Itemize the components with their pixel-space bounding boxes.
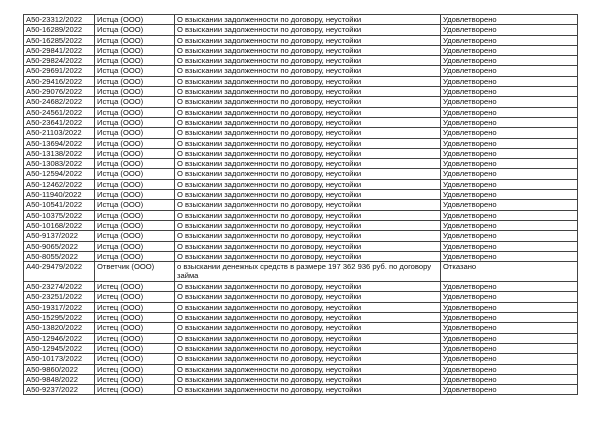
party-role-cell: Истец (ООО)	[95, 354, 175, 364]
case-number-cell: А50-9237/2022	[24, 385, 95, 395]
case-number-cell: А50-23312/2022	[24, 15, 95, 25]
table-row	[24, 117, 578, 127]
case-number-cell: А50-19317/2022	[24, 302, 95, 312]
table-row	[24, 251, 578, 261]
party-role-cell: Истец (ООО)	[95, 302, 175, 312]
party-role-cell: Истца (ООО)	[95, 179, 175, 189]
claim-subject-cell: О взыскании задолженности по договору, неустойки	[175, 179, 441, 189]
table-row	[24, 241, 578, 251]
party-role-cell: Истца (ООО)	[95, 159, 175, 169]
party-role-cell: Истец (ООО)	[95, 323, 175, 333]
party-role-cell: Истец (ООО)	[95, 374, 175, 384]
claim-subject-cell: О взыскании задолженности по договору, неустойки	[175, 35, 441, 45]
outcome-cell: Удовлетворено	[441, 107, 578, 117]
outcome-cell: Удовлетворено	[441, 179, 578, 189]
claim-subject-cell: О взыскании задолженности по договору, неустойки	[175, 302, 441, 312]
claim-subject-cell: О взыскании задолженности по договору, неустойки	[175, 159, 441, 169]
claim-subject-cell: О взыскании задолженности по договору, неустойки	[175, 292, 441, 302]
table-row	[24, 262, 578, 282]
party-role-cell: Истца (ООО)	[95, 15, 175, 25]
table-row	[24, 210, 578, 220]
case-number-cell: А50-8055/2022	[24, 251, 95, 261]
cases-table-body	[24, 15, 578, 395]
claim-subject-cell: О взыскании задолженности по договору, неустойки	[175, 76, 441, 86]
case-number-cell: А50-13820/2022	[24, 323, 95, 333]
outcome-cell: Удовлетворено	[441, 56, 578, 66]
case-number-cell: А50-12946/2022	[24, 333, 95, 343]
party-role-cell: Истца (ООО)	[95, 200, 175, 210]
outcome-cell: Удовлетворено	[441, 159, 578, 169]
table-row	[24, 385, 578, 395]
party-role-cell: Истца (ООО)	[95, 128, 175, 138]
claim-subject-cell: О взыскании задолженности по договору, неустойки	[175, 231, 441, 241]
claim-subject-cell: О взыскании задолженности по договору, неустойки	[175, 354, 441, 364]
party-role-cell: Истца (ООО)	[95, 35, 175, 45]
claim-subject-cell: О взыскании задолженности по договору, неустойки	[175, 190, 441, 200]
table-row	[24, 292, 578, 302]
table-row	[24, 313, 578, 323]
case-number-cell: А50-29076/2022	[24, 87, 95, 97]
table-row	[24, 343, 578, 353]
case-number-cell: А50-16285/2022	[24, 35, 95, 45]
party-role-cell: Истец (ООО)	[95, 313, 175, 323]
claim-subject-cell: О взыскании задолженности по договору, неустойки	[175, 374, 441, 384]
case-number-cell: А50-9137/2022	[24, 231, 95, 241]
party-role-cell: Истца (ООО)	[95, 148, 175, 158]
claim-subject-cell: О взыскании задолженности по договору, неустойки	[175, 282, 441, 292]
outcome-cell: Удовлетворено	[441, 354, 578, 364]
case-number-cell: А50-12945/2022	[24, 343, 95, 353]
case-number-cell: А50-24561/2022	[24, 107, 95, 117]
table-row	[24, 138, 578, 148]
outcome-cell: Удовлетворено	[441, 117, 578, 127]
case-number-cell: А50-23251/2022	[24, 292, 95, 302]
outcome-cell: Удовлетворено	[441, 190, 578, 200]
table-row	[24, 200, 578, 210]
table-row	[24, 282, 578, 292]
party-role-cell: Истец (ООО)	[95, 333, 175, 343]
claim-subject-cell: О взыскании задолженности по договору, неустойки	[175, 87, 441, 97]
case-number-cell: А50-10168/2022	[24, 220, 95, 230]
case-number-cell: А50-10375/2022	[24, 210, 95, 220]
outcome-cell: Удовлетворено	[441, 231, 578, 241]
claim-subject-cell: О взыскании задолженности по договору, неустойки	[175, 107, 441, 117]
claim-subject-cell: О взыскании задолженности по договору, неустойки	[175, 128, 441, 138]
table-row	[24, 333, 578, 343]
outcome-cell: Удовлетворено	[441, 251, 578, 261]
claim-subject-cell: О взыскании задолженности по договору, неустойки	[175, 251, 441, 261]
table-row	[24, 97, 578, 107]
claim-subject-cell: О взыскании задолженности по договору, неустойки	[175, 148, 441, 158]
outcome-cell: Удовлетворено	[441, 138, 578, 148]
party-role-cell: Истца (ООО)	[95, 241, 175, 251]
claim-subject-cell: О взыскании задолженности по договору, неустойки	[175, 364, 441, 374]
claim-subject-cell: О взыскании задолженности по договору, неустойки	[175, 56, 441, 66]
claim-subject-cell: о взыскании денежных средств в размере 197 362 936 руб. по договору займа	[175, 262, 441, 282]
case-number-cell: А50-16289/2022	[24, 25, 95, 35]
outcome-cell: Удовлетворено	[441, 302, 578, 312]
table-row	[24, 323, 578, 333]
party-role-cell: Истца (ООО)	[95, 138, 175, 148]
outcome-cell: Удовлетворено	[441, 128, 578, 138]
outcome-cell: Удовлетворено	[441, 76, 578, 86]
case-number-cell: А40-29479/2022	[24, 262, 95, 282]
outcome-cell: Удовлетворено	[441, 220, 578, 230]
outcome-cell: Удовлетворено	[441, 282, 578, 292]
outcome-cell: Удовлетворено	[441, 15, 578, 25]
claim-subject-cell: О взыскании задолженности по договору, неустойки	[175, 323, 441, 333]
table-row	[24, 35, 578, 45]
table-row	[24, 220, 578, 230]
party-role-cell: Истца (ООО)	[95, 56, 175, 66]
table-row	[24, 159, 578, 169]
table-row	[24, 179, 578, 189]
table-row	[24, 169, 578, 179]
party-role-cell: Истца (ООО)	[95, 220, 175, 230]
claim-subject-cell: О взыскании задолженности по договору, неустойки	[175, 210, 441, 220]
outcome-cell: Удовлетворено	[441, 364, 578, 374]
case-number-cell: А50-10541/2022	[24, 200, 95, 210]
case-number-cell: А50-9848/2022	[24, 374, 95, 384]
case-number-cell: А50-13083/2022	[24, 159, 95, 169]
party-role-cell: Истца (ООО)	[95, 66, 175, 76]
outcome-cell: Отказано	[441, 262, 578, 282]
case-number-cell: А50-24682/2022	[24, 97, 95, 107]
party-role-cell: Истец (ООО)	[95, 364, 175, 374]
table-row	[24, 374, 578, 384]
claim-subject-cell: О взыскании задолженности по договору, неустойки	[175, 25, 441, 35]
case-number-cell: А50-29691/2022	[24, 66, 95, 76]
table-row	[24, 302, 578, 312]
claim-subject-cell: О взыскании задолженности по договору, неустойки	[175, 169, 441, 179]
case-number-cell: А50-23274/2022	[24, 282, 95, 292]
outcome-cell: Удовлетворено	[441, 148, 578, 158]
case-number-cell: А50-29841/2022	[24, 45, 95, 55]
case-number-cell: А50-15295/2022	[24, 313, 95, 323]
outcome-cell: Удовлетворено	[441, 374, 578, 384]
case-number-cell: А50-23641/2022	[24, 117, 95, 127]
table-row	[24, 87, 578, 97]
outcome-cell: Удовлетворено	[441, 333, 578, 343]
table-row	[24, 231, 578, 241]
case-number-cell: А50-11940/2022	[24, 190, 95, 200]
party-role-cell: Истца (ООО)	[95, 97, 175, 107]
party-role-cell: Истец (ООО)	[95, 343, 175, 353]
case-number-cell: А50-21103/2022	[24, 128, 95, 138]
claim-subject-cell: О взыскании задолженности по договору, неустойки	[175, 220, 441, 230]
party-role-cell: Истца (ООО)	[95, 107, 175, 117]
table-row	[24, 128, 578, 138]
party-role-cell: Истец (ООО)	[95, 282, 175, 292]
table-row	[24, 190, 578, 200]
party-role-cell: Истца (ООО)	[95, 87, 175, 97]
party-role-cell: Истец (ООО)	[95, 292, 175, 302]
outcome-cell: Удовлетворено	[441, 241, 578, 251]
claim-subject-cell: О взыскании задолженности по договору, неустойки	[175, 333, 441, 343]
table-row	[24, 354, 578, 364]
outcome-cell: Удовлетворено	[441, 45, 578, 55]
party-role-cell: Истец (ООО)	[95, 385, 175, 395]
table-row	[24, 148, 578, 158]
claim-subject-cell: О взыскании задолженности по договору, неустойки	[175, 385, 441, 395]
outcome-cell: Удовлетворено	[441, 200, 578, 210]
party-role-cell: Истца (ООО)	[95, 169, 175, 179]
outcome-cell: Удовлетворено	[441, 292, 578, 302]
claim-subject-cell: О взыскании задолженности по договору, неустойки	[175, 45, 441, 55]
case-number-cell: А50-10173/2022	[24, 354, 95, 364]
claim-subject-cell: О взыскании задолженности по договору, неустойки	[175, 241, 441, 251]
table-row	[24, 66, 578, 76]
claim-subject-cell: О взыскании задолженности по договору, неустойки	[175, 117, 441, 127]
claim-subject-cell: О взыскании задолженности по договору, неустойки	[175, 313, 441, 323]
outcome-cell: Удовлетворено	[441, 313, 578, 323]
outcome-cell: Удовлетворено	[441, 66, 578, 76]
case-number-cell: А50-29824/2022	[24, 56, 95, 66]
claim-subject-cell: О взыскании задолженности по договору, неустойки	[175, 15, 441, 25]
case-number-cell: А50-12462/2022	[24, 179, 95, 189]
party-role-cell: Ответчик (ООО)	[95, 262, 175, 282]
claim-subject-cell: О взыскании задолженности по договору, неустойки	[175, 97, 441, 107]
table-row	[24, 76, 578, 86]
outcome-cell: Удовлетворено	[441, 343, 578, 353]
party-role-cell: Истца (ООО)	[95, 210, 175, 220]
outcome-cell: Удовлетворено	[441, 87, 578, 97]
table-row	[24, 25, 578, 35]
table-row	[24, 364, 578, 374]
case-number-cell: А50-12594/2022	[24, 169, 95, 179]
outcome-cell: Удовлетворено	[441, 210, 578, 220]
outcome-cell: Удовлетворено	[441, 25, 578, 35]
case-number-cell: А50-9860/2022	[24, 364, 95, 374]
cases-table	[23, 14, 578, 395]
table-row	[24, 56, 578, 66]
claim-subject-cell: О взыскании задолженности по договору, неустойки	[175, 138, 441, 148]
outcome-cell: Удовлетворено	[441, 35, 578, 45]
case-number-cell: А50-13694/2022	[24, 138, 95, 148]
party-role-cell: Истца (ООО)	[95, 251, 175, 261]
party-role-cell: Истца (ООО)	[95, 231, 175, 241]
party-role-cell: Истца (ООО)	[95, 190, 175, 200]
claim-subject-cell: О взыскании задолженности по договору, неустойки	[175, 343, 441, 353]
table-row	[24, 45, 578, 55]
party-role-cell: Истца (ООО)	[95, 76, 175, 86]
table-row	[24, 107, 578, 117]
table-row	[24, 15, 578, 25]
outcome-cell: Удовлетворено	[441, 385, 578, 395]
outcome-cell: Удовлетворено	[441, 97, 578, 107]
party-role-cell: Истца (ООО)	[95, 45, 175, 55]
outcome-cell: Удовлетворено	[441, 323, 578, 333]
claim-subject-cell: О взыскании задолженности по договору, неустойки	[175, 66, 441, 76]
case-number-cell: А50-13138/2022	[24, 148, 95, 158]
party-role-cell: Истца (ООО)	[95, 117, 175, 127]
claim-subject-cell: О взыскании задолженности по договору, неустойки	[175, 200, 441, 210]
case-number-cell: А50-9065/2022	[24, 241, 95, 251]
party-role-cell: Истца (ООО)	[95, 25, 175, 35]
outcome-cell: Удовлетворено	[441, 169, 578, 179]
case-number-cell: А50-29416/2022	[24, 76, 95, 86]
